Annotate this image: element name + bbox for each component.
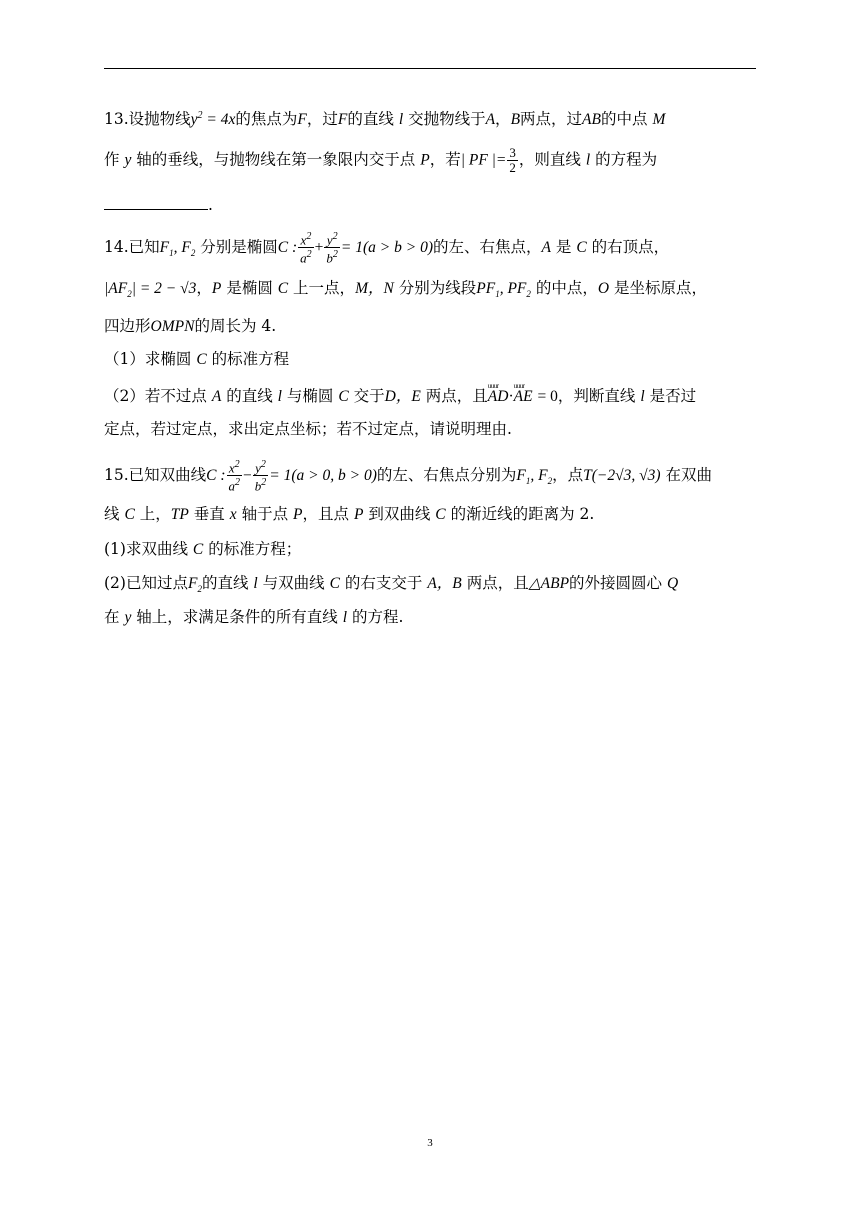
q14-line-1: 14.已知$F_1$, $F_2$ 分别是椭圆C : $\frac{x^2}{a^2}$ + $\frac{y^2}{b^2}$ = 1(a > b > 0)的左、右焦点，A 是 C 的右顶点， (104, 231, 670, 266)
q13-line-1: 13.设抛物线$y^2 = 4x$的焦点为F，过F的直线 l 交抛物线于A，B两点，过AB的中点 M (104, 110, 666, 129)
q13-line-2: 作 y 轴的垂线，与抛物线在第一象限内交于点 P，若| PF |= $\frac{3}{2}$ ，则直线 l 的方程为 (104, 145, 658, 175)
q15-part-2-cont: 在 y 轴上，求满足条件的所有直线 l 的方程. (104, 608, 404, 626)
fraction-three-halves: $\frac{3}{2}$ (509, 145, 516, 175)
q14-part-2-cont: 定点，若过定点，求出定点坐标；若不过定点，请说明理由. (104, 420, 512, 438)
q15-part-1: (1)求双曲线 C 的标准方程； (104, 540, 302, 558)
q15-line-2: 线 C 上，TP 垂直 x 轴于点 P，且点 P 到双曲线 C 的渐近线的距离为 2. (104, 505, 595, 523)
page-number: 3 (427, 1137, 433, 1149)
q14-part-2: （2）若不过点 A 的直线 l 与椭圆 C 交于D，E 两点，且uuur AD·uuur AE = 0，判断直线 l 是否过 (104, 385, 764, 408)
answer-blank (104, 195, 208, 210)
q15-part-2: (2)已知过点$F_2$的直线 l 与双曲线 C 的右支交于 A，B 两点，且△ABP的外接圆圆心 Q (104, 574, 679, 595)
parabola-equation: $y^2 = 4x$ (190, 110, 236, 129)
q14-line-3: 四边形OMPN的周长为 4. (104, 317, 277, 335)
q14-line-2: $|AF_2| = 2 - √3$，P 是椭圆 C 上一点，M，N 分别为线段$PF_1$, $PF_2$ 的中点，O 是坐标原点， (104, 279, 708, 300)
q13-line-3: . (104, 194, 764, 216)
header-rule (104, 68, 756, 69)
q14-part-1: （1）求椭圆 C 的标准方程 (104, 350, 290, 368)
q15-line-1: 15.已知双曲线C : $\frac{x^2}{a^2}$ − $\frac{y^2}{b^2}$ = 1(a > 0, b > 0)的左、右焦点分别为$F_1$, $F_2$，点T(−2√3, √3) 在双曲 (104, 459, 712, 494)
